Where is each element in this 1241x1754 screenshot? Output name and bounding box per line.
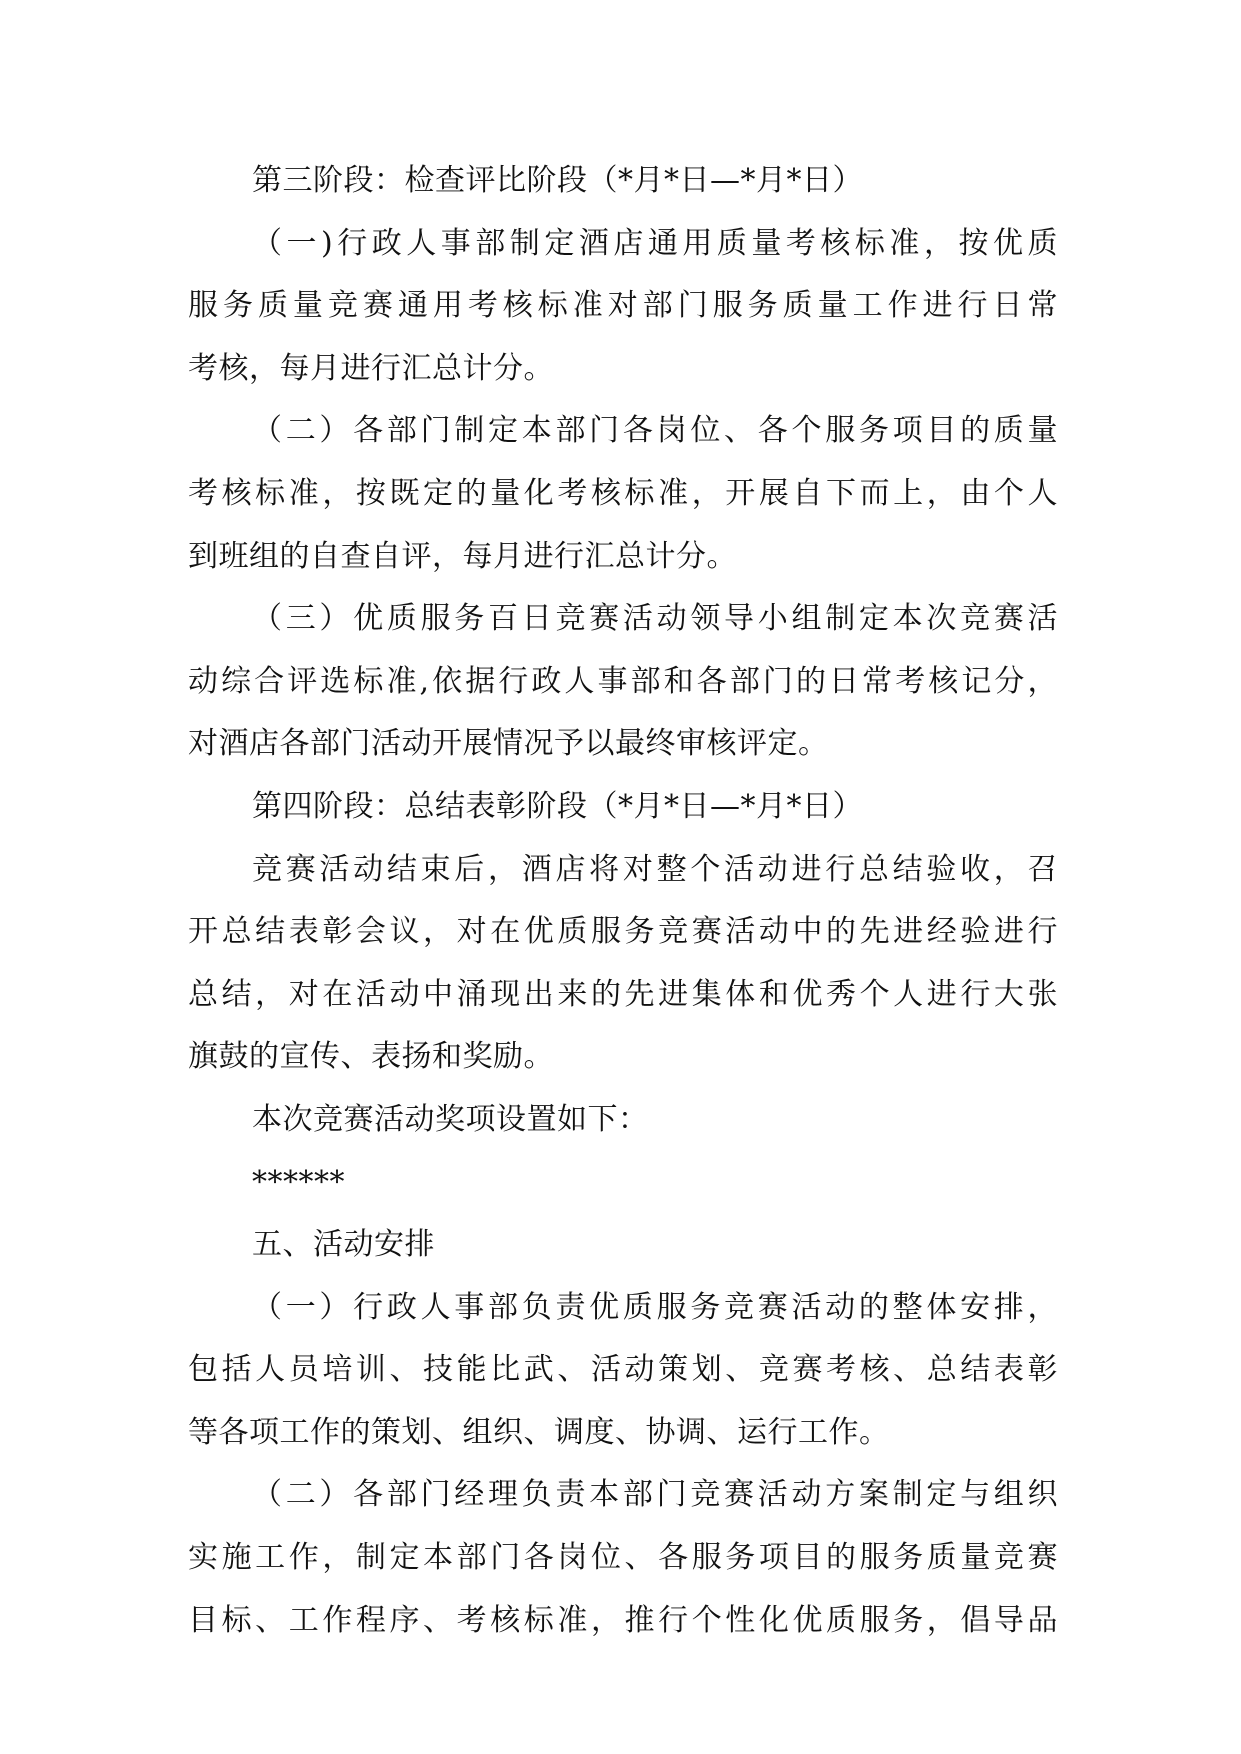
- paragraph-line: （一)行政人事部制定酒店通用质量考核标准，按优质: [252, 225, 1058, 261]
- paragraph-line: 服务质量竞赛通用考核标准对部门服务质量工作进行日常: [188, 288, 1058, 324]
- paragraph-line: 考核标准，按既定的量化考核标准，开展自下而上，由个人: [188, 475, 1058, 511]
- paragraph-line: 竞赛活动结束后，酒店将对整个活动进行总结验收，召: [252, 851, 1058, 887]
- paragraph-line: （一）行政人事部负责优质服务竞赛活动的整体安排，: [252, 1289, 1058, 1325]
- section-heading-activity-arrangement: 五、活动安排: [252, 1227, 435, 1263]
- paragraph-line: 本次竞赛活动奖项设置如下：: [252, 1101, 649, 1137]
- paragraph-line: （二）各部门制定本部门各岗位、各个服务项目的质量: [252, 413, 1058, 449]
- paragraph-line: 对酒店各部门活动开展情况予以最终审核评定。: [188, 726, 829, 762]
- placeholder-asterisks: ******: [252, 1164, 345, 1200]
- paragraph-line: 到班组的自查自评，每月进行汇总计分。: [188, 538, 737, 574]
- paragraph-line: （三）优质服务百日竞赛活动领导小组制定本次竞赛活: [252, 601, 1058, 637]
- paragraph-line: 目标、工作程序、考核标准，推行个性化优质服务，倡导品: [188, 1602, 1058, 1638]
- paragraph-line: 考核，每月进行汇总计分。: [188, 350, 554, 386]
- paragraph-line: 实施工作，制定本部门各岗位、各服务项目的服务质量竞赛: [188, 1540, 1058, 1576]
- document-body: [188, 150, 1058, 1652]
- paragraph-line: 总结，对在活动中涌现出来的先进集体和优秀个人进行大张: [188, 976, 1058, 1012]
- section-heading-stage-four: 第四阶段：总结表彰阶段（*月*日—*月*日）: [252, 788, 863, 824]
- paragraph-line: 等各项工作的策划、组织、调度、协调、运行工作。: [188, 1414, 890, 1450]
- paragraph-line: 旗鼓的宣传、表扬和奖励。: [188, 1039, 554, 1075]
- paragraph-line: （二）各部门经理负责本部门竞赛活动方案制定与组织: [252, 1477, 1058, 1513]
- paragraph-line: 开总结表彰会议，对在优质服务竞赛活动中的先进经验进行: [188, 914, 1058, 950]
- paragraph-line: 包括人员培训、技能比武、活动策划、竞赛考核、总结表彰: [188, 1352, 1058, 1388]
- paragraph-line: 动综合评选标准,依据行政人事部和各部门的日常考核记分，: [188, 663, 1058, 699]
- section-heading-stage-three: 第三阶段：检查评比阶段（*月*日—*月*日）: [252, 163, 863, 198]
